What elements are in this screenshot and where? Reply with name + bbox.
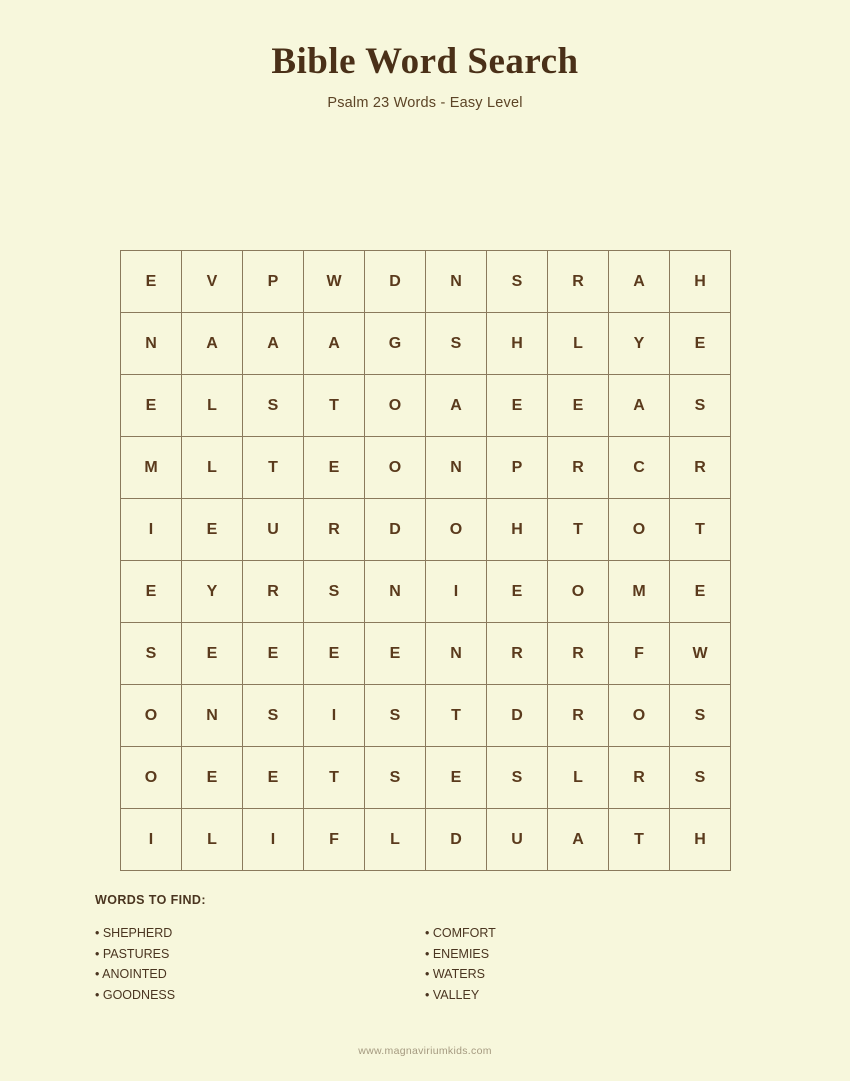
grid-cell[interactable]: S <box>487 251 548 313</box>
grid-cell[interactable]: O <box>121 747 182 809</box>
grid-cell[interactable]: S <box>670 685 731 747</box>
table-row <box>121 561 731 623</box>
grid-cell[interactable]: S <box>670 375 731 437</box>
grid-cell[interactable]: E <box>304 437 365 499</box>
grid-cell[interactable]: E <box>182 499 243 561</box>
grid-cell[interactable]: A <box>182 313 243 375</box>
grid-cell[interactable]: D <box>365 251 426 313</box>
list-item: • VALLEY <box>425 987 480 1002</box>
grid-cell[interactable]: E <box>243 623 304 685</box>
grid-cell[interactable]: S <box>670 747 731 809</box>
grid-cell[interactable]: S <box>243 375 304 437</box>
list-item: • ENEMIES <box>425 946 490 961</box>
words-column-left <box>95 923 425 1005</box>
grid-cell[interactable]: M <box>121 437 182 499</box>
grid-cell[interactable]: T <box>304 375 365 437</box>
grid-cell[interactable]: P <box>487 437 548 499</box>
grid-cell[interactable]: T <box>243 437 304 499</box>
grid-cell[interactable]: I <box>121 499 182 561</box>
grid-cell[interactable]: F <box>609 623 670 685</box>
grid-cell[interactable]: W <box>670 623 731 685</box>
grid-cell[interactable]: D <box>365 499 426 561</box>
grid-cell[interactable]: L <box>548 313 609 375</box>
grid-cell[interactable]: L <box>182 375 243 437</box>
grid-cell[interactable]: R <box>548 623 609 685</box>
grid-cell[interactable]: D <box>426 809 487 871</box>
letter-grid-table[interactable] <box>120 250 731 871</box>
grid-cell[interactable]: E <box>121 375 182 437</box>
grid-cell[interactable]: S <box>304 561 365 623</box>
grid-cell[interactable]: N <box>365 561 426 623</box>
table-row <box>121 747 731 809</box>
grid-cell[interactable]: N <box>426 623 487 685</box>
grid-cell[interactable]: S <box>365 685 426 747</box>
table-row <box>121 499 731 561</box>
grid-cell[interactable]: P <box>243 251 304 313</box>
grid-cell[interactable]: E <box>670 561 731 623</box>
grid-cell[interactable]: Y <box>182 561 243 623</box>
grid-cell[interactable]: A <box>609 375 670 437</box>
grid-cell[interactable]: A <box>426 375 487 437</box>
words-to-find-list <box>95 923 655 1005</box>
grid-cell[interactable]: U <box>243 499 304 561</box>
grid-cell[interactable]: R <box>670 437 731 499</box>
grid-cell[interactable]: E <box>487 561 548 623</box>
grid-cell[interactable]: E <box>670 313 731 375</box>
grid-cell[interactable]: M <box>609 561 670 623</box>
grid-cell[interactable]: I <box>304 685 365 747</box>
grid-cell[interactable]: T <box>548 499 609 561</box>
grid-cell[interactable]: R <box>609 747 670 809</box>
grid-cell[interactable]: V <box>182 251 243 313</box>
grid-cell[interactable]: E <box>365 623 426 685</box>
grid-cell[interactable]: L <box>182 809 243 871</box>
grid-cell[interactable]: I <box>243 809 304 871</box>
grid-cell[interactable]: T <box>304 747 365 809</box>
grid-cell[interactable]: L <box>182 437 243 499</box>
grid-cell[interactable]: E <box>426 747 487 809</box>
grid-cell[interactable]: S <box>426 313 487 375</box>
grid-cell[interactable]: S <box>487 747 548 809</box>
grid-cell[interactable]: E <box>121 251 182 313</box>
list-item: • ANOINTED <box>95 967 167 981</box>
grid-cell[interactable]: L <box>365 809 426 871</box>
grid-cell[interactable]: U <box>487 809 548 871</box>
list-item: • GOODNESS <box>95 987 176 1002</box>
grid-cell[interactable]: R <box>243 561 304 623</box>
table-row <box>121 623 731 685</box>
grid-cell[interactable]: E <box>548 375 609 437</box>
grid-cell[interactable]: O <box>609 685 670 747</box>
grid-cell[interactable]: R <box>487 623 548 685</box>
grid-cell[interactable]: T <box>670 499 731 561</box>
grid-cell[interactable]: C <box>609 437 670 499</box>
grid-cell[interactable]: O <box>365 437 426 499</box>
table-row <box>121 437 731 499</box>
words-column-right <box>425 923 655 1005</box>
table-row <box>121 251 731 313</box>
grid-cell[interactable]: N <box>426 251 487 313</box>
letter-grid-body <box>121 251 731 871</box>
page-title: Bible Word Search <box>271 41 579 82</box>
grid-cell[interactable]: O <box>365 375 426 437</box>
table-row <box>121 313 731 375</box>
grid-cell[interactable]: N <box>426 437 487 499</box>
list-item: • PASTURES <box>95 946 170 961</box>
grid-cell[interactable]: I <box>121 809 182 871</box>
grid-cell[interactable]: A <box>243 313 304 375</box>
word-search-grid[interactable] <box>120 250 731 871</box>
grid-cell[interactable]: Y <box>609 313 670 375</box>
grid-cell[interactable]: I <box>426 561 487 623</box>
grid-cell[interactable]: E <box>243 747 304 809</box>
grid-cell[interactable]: A <box>304 313 365 375</box>
grid-cell[interactable]: R <box>548 251 609 313</box>
table-row <box>121 375 731 437</box>
grid-cell[interactable]: E <box>182 747 243 809</box>
grid-cell[interactable]: E <box>182 623 243 685</box>
table-row <box>121 809 731 871</box>
grid-cell[interactable]: R <box>548 685 609 747</box>
grid-cell[interactable]: O <box>426 499 487 561</box>
grid-cell[interactable]: H <box>487 499 548 561</box>
grid-cell[interactable]: W <box>304 251 365 313</box>
grid-cell[interactable]: N <box>182 685 243 747</box>
grid-cell[interactable]: S <box>243 685 304 747</box>
grid-cell[interactable]: F <box>304 809 365 871</box>
grid-cell[interactable]: D <box>487 685 548 747</box>
list-item: • SHEPHERD <box>95 926 173 940</box>
grid-cell[interactable]: O <box>121 685 182 747</box>
grid-cell[interactable]: O <box>548 561 609 623</box>
grid-cell[interactable]: S <box>365 747 426 809</box>
grid-cell[interactable]: T <box>609 809 670 871</box>
grid-cell[interactable]: H <box>487 313 548 375</box>
grid-cell[interactable]: N <box>121 313 182 375</box>
grid-cell[interactable]: O <box>609 499 670 561</box>
grid-cell[interactable]: H <box>670 251 731 313</box>
grid-cell[interactable]: T <box>426 685 487 747</box>
grid-cell[interactable]: R <box>304 499 365 561</box>
grid-cell[interactable]: A <box>548 809 609 871</box>
grid-cell[interactable]: E <box>304 623 365 685</box>
grid-cell[interactable]: H <box>670 809 731 871</box>
grid-cell[interactable]: L <box>548 747 609 809</box>
words-to-find-heading: WORDS TO FIND: <box>95 893 206 907</box>
grid-cell[interactable]: S <box>121 623 182 685</box>
table-row <box>121 685 731 747</box>
page-subtitle: Psalm 23 Words - Easy Level <box>327 95 523 111</box>
list-item: • COMFORT <box>425 926 496 940</box>
grid-cell[interactable]: A <box>609 251 670 313</box>
footer-url: www.magnaviriumkids.com <box>358 1045 492 1057</box>
list-item: • WATERS <box>425 967 485 981</box>
grid-cell[interactable]: E <box>121 561 182 623</box>
grid-cell[interactable]: R <box>548 437 609 499</box>
grid-cell[interactable]: G <box>365 313 426 375</box>
grid-cell[interactable]: E <box>487 375 548 437</box>
